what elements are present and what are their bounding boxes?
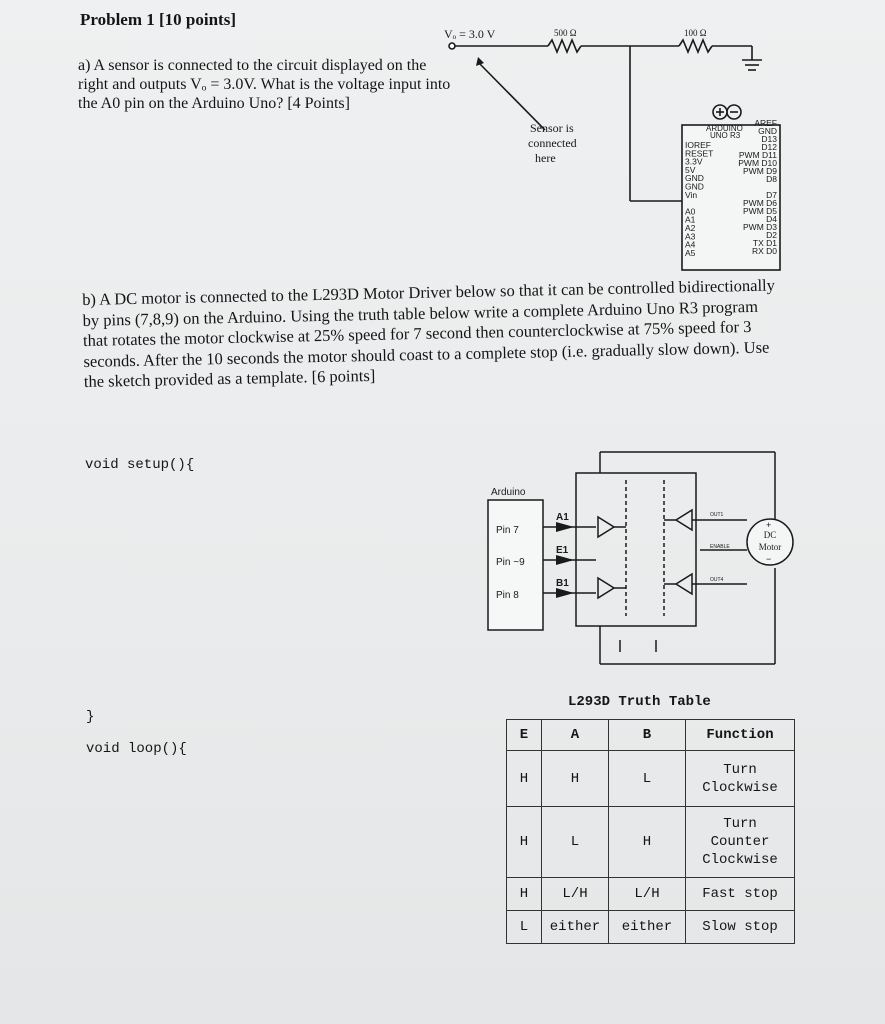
sensor-label-line3: here (535, 151, 556, 165)
pin7-label: Pin 7 (496, 525, 519, 536)
part-a-text: a) A sensor is connected to the circuit displayed on the right and outputs Vₒ = 3.0V. What is the voltage input into the A0 pin on the Arduino Uno? [4 Points] (78, 57, 451, 112)
uno-right-pin: D4 (766, 214, 777, 224)
uno-right-pin: PWM D9 (743, 166, 777, 176)
truth-table-row (507, 751, 795, 807)
part-b-text: b) A DC motor is connected to the L293D Motor Driver below so that it can be controlled bidirectionally by pins (7,8,9) on the Arduino. Using the truth table below write a complete Arduino Uno R3 program that rotates the motor clockwise at 25% speed for 7 second then counterclockwise at 75% speed for 3 seconds. After the 10 seconds the motor should coast to a complete stop (i.e. gradually slow down). Use the sketch provided as a template. [6 points] (82, 275, 776, 391)
problem-title: Problem 1 [10 points] (80, 10, 236, 29)
arduino-label: Arduino (491, 487, 526, 498)
truth-table-cell: H (542, 751, 609, 807)
driver-box (576, 473, 696, 626)
e1-label: E1 (556, 545, 569, 556)
truth-table-row (507, 911, 795, 944)
pin8-label: Pin 8 (496, 590, 519, 601)
setup-close-brace: } (86, 709, 95, 725)
r2-label: 100 Ω (684, 28, 707, 38)
motor-label-line2: Motor (758, 542, 782, 552)
truth-table-cell: L/H (542, 878, 609, 911)
uno-left-pin: GND (685, 173, 704, 184)
sensor-label-line1: Sensor is (530, 121, 574, 135)
uno-right-pin: PWM D5 (743, 206, 777, 216)
out1-label: OUT1 (710, 512, 724, 518)
truth-table-cell: Turn Counter Clockwise (686, 807, 795, 878)
truth-table-cell: L (609, 751, 686, 807)
truth-table-header-row (507, 720, 795, 751)
motor-minus: − (766, 554, 772, 564)
truth-table-cell: H (609, 807, 686, 878)
uno-right-pin: AREF (754, 118, 777, 128)
sensor-label-line2: connected (528, 136, 577, 150)
loop-code-line: void loop(){ (86, 741, 187, 757)
truth-table-header-cell: A (542, 720, 609, 751)
motor-plus: + (766, 520, 772, 530)
truth-table-cell: L/H (609, 878, 686, 911)
uno-left-pin: Vin (685, 189, 698, 200)
vo-label: Vₒ = 3.0 V (444, 27, 496, 41)
b1-label: B1 (556, 578, 569, 589)
r1-label: 500 Ω (554, 28, 577, 38)
truth-table-cell: Slow stop (686, 911, 795, 944)
uno-left-pin: RESET (685, 148, 714, 159)
pin9-label: Pin ~9 (496, 557, 525, 568)
a1-label: A1 (556, 512, 569, 523)
out4-label: OUT4 (710, 577, 724, 583)
truth-table-row (507, 807, 795, 878)
uno-left-pin: A1 (685, 214, 696, 225)
truth-table-title: L293D Truth Table (568, 694, 711, 710)
uno-right-pin: PWM D10 (738, 158, 777, 168)
uno-right-pin: D8 (766, 174, 777, 184)
truth-table-header-cell: Function (686, 720, 795, 751)
uno-left-pin: 5V (685, 164, 696, 175)
uno-right-pin: D12 (761, 142, 777, 152)
truth-table-cell: Fast stop (686, 878, 795, 911)
truth-table-cell: Turn Clockwise (686, 751, 795, 807)
uno-right-pin: D2 (766, 230, 777, 240)
uno-title: ARDUINO (706, 124, 743, 133)
uno-left-pin: GND (685, 181, 704, 192)
uno-left-pin: IOREF (685, 140, 711, 150)
motor-label-line1: DC (763, 530, 777, 540)
truth-table-cell: either (609, 911, 686, 944)
uno-right-pin: GND (758, 126, 777, 136)
truth-table-cell: either (542, 911, 609, 944)
uno-left-pin: A2 (685, 223, 696, 233)
truth-table-cell: H (507, 807, 542, 878)
truth-table-cell: H (507, 751, 542, 807)
setup-code-line: void setup(){ (85, 457, 195, 473)
truth-table-header-cell: B (609, 720, 686, 751)
uno-right-pin: PWM D3 (743, 222, 777, 232)
truth-table (506, 719, 795, 944)
truth-table-header-cell: E (507, 720, 542, 751)
uno-right-pin: TX D1 (752, 238, 777, 248)
truth-table-cell: L (542, 807, 609, 878)
uno-right-pin: PWM D6 (743, 198, 777, 208)
uno-right-pin: RX D0 (751, 246, 777, 256)
uno-left-pin: A4 (685, 239, 696, 250)
uno-left-pin: A0 (685, 206, 696, 217)
enable-label: ENABLE (710, 544, 730, 550)
uno-left-pin: A3 (685, 231, 696, 242)
uno-left-pin: A5 (685, 247, 696, 258)
uno-model: UNO R3 (710, 131, 741, 140)
uno-right-pin: PWM D11 (738, 150, 777, 160)
uno-left-pin: 3.3V (685, 156, 703, 167)
truth-table-row (507, 878, 795, 911)
truth-table-cell: L (507, 911, 542, 944)
uno-right-pin: D7 (766, 190, 777, 200)
truth-table-cell: H (507, 878, 542, 911)
uno-right-pin: D13 (761, 134, 777, 144)
